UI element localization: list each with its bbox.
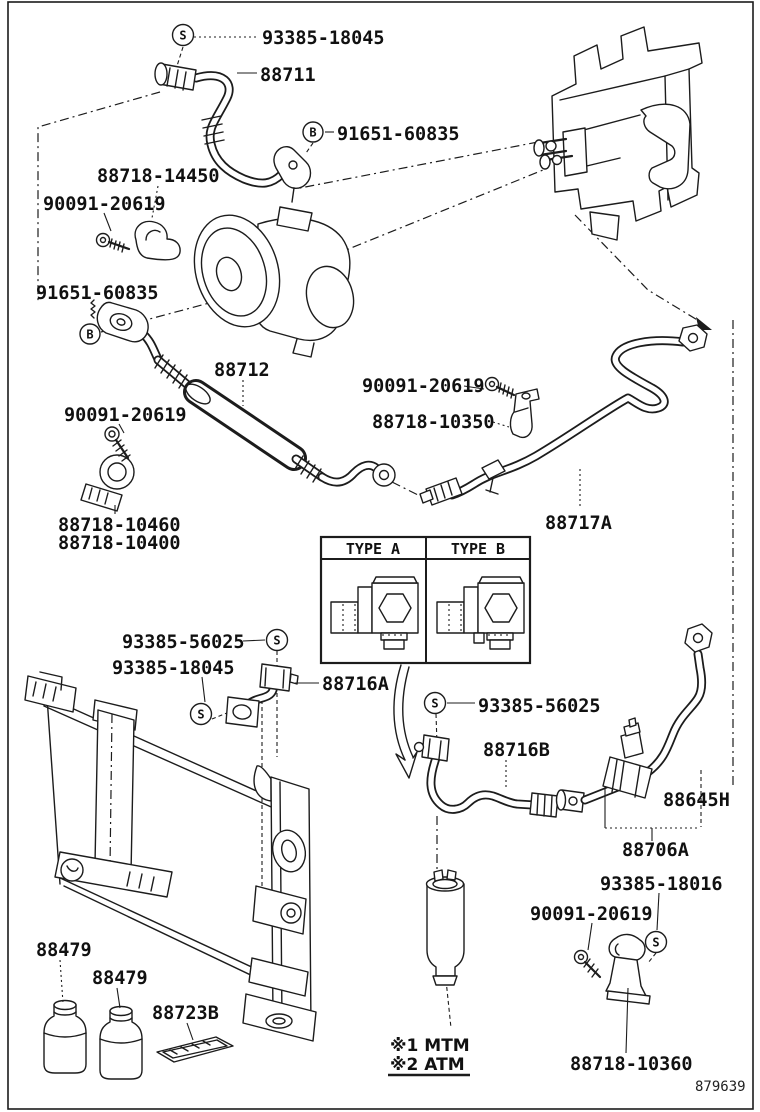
part-label-90091-20619-mid: 90091-20619 [362,376,485,397]
part-label-88723b: 88723B [152,1003,219,1024]
evaporator-unit-drawing [534,27,702,240]
svg-text:S: S [431,696,439,711]
part-label-88716b: 88716B [483,740,550,761]
svg-text:S: S [273,633,281,648]
part-label-93385-56025-right: 93385-56025 [478,696,601,717]
part-label-88479-1: 88479 [36,940,92,961]
part-label-90091-20619-bottom: 90091-20619 [530,904,653,925]
oil-bottle-drawing-2 [100,1007,142,1080]
type-a-header: TYPE A [345,540,401,558]
circled-s-symbol [646,932,667,953]
part-label-88718-10350: 88718-10350 [372,412,495,433]
part-label-93385-18045-2: 93385-18045 [112,658,235,679]
part-label-88717a: 88717A [545,513,612,534]
part-label-91651-60835-left: 91651-60835 [36,283,159,304]
compressor-drawing [181,205,360,357]
circled-s-symbol [425,693,446,714]
circled-b-symbol [303,122,323,142]
part-label-90091-20619-top: 90091-20619 [43,194,166,215]
bracket-88718-10360-drawing [575,934,651,1004]
part-label-93385-18016: 93385-18016 [600,874,723,895]
part-label-93385-18045-top: 93385-18045 [262,28,385,49]
type-inset-box [321,537,530,663]
circled-s-symbol [191,704,212,725]
part-label-88645h: 88645H [663,790,730,811]
part-label-88711: 88711 [260,65,316,86]
assembly-88645h-drawing [585,624,712,800]
svg-text:B: B [309,125,317,140]
svg-text:S: S [197,707,205,722]
type-b-header: TYPE B [450,540,506,558]
part-label-88718-10460: 88718-10460 [58,515,181,536]
svg-text:S: S [652,935,660,950]
part-label-88479-2: 88479 [92,968,148,989]
note-atm: ※2 ATM [390,1055,465,1075]
oil-bottle-drawing [44,1001,86,1074]
svg-text:B: B [86,327,94,342]
receiver-drier-drawing [427,870,465,985]
legend-notes [390,1036,470,1075]
sheet-number: 879639 [695,1079,746,1095]
pipe-88712-drawing [97,302,395,486]
svg-text:S: S [179,28,187,43]
note-mtm: ※1 MTM [390,1036,470,1056]
part-label-88706a: 88706A [622,840,689,861]
part-label-88716a: 88716A [322,674,389,695]
circled-s-symbol [173,25,194,46]
part-label-88718-10400: 88718-10400 [58,533,181,554]
part-label-88712: 88712 [214,360,270,381]
part-label-91651-60835-top: 91651-60835 [337,124,460,145]
part-label-90091-20619-left: 90091-20619 [64,405,187,426]
clamp-88718-10460-drawing [81,427,134,511]
part-label-93385-56025-left: 93385-56025 [122,632,245,653]
part-label-88718-10360: 88718-10360 [570,1054,693,1075]
plate-88723b-drawing [157,1037,233,1062]
circled-b-symbol [80,324,100,344]
condenser-drawing [25,672,316,1041]
circled-s-symbol [267,630,288,651]
part-label-88718-14450: 88718-14450 [97,166,220,187]
direction-arrow [394,665,417,778]
